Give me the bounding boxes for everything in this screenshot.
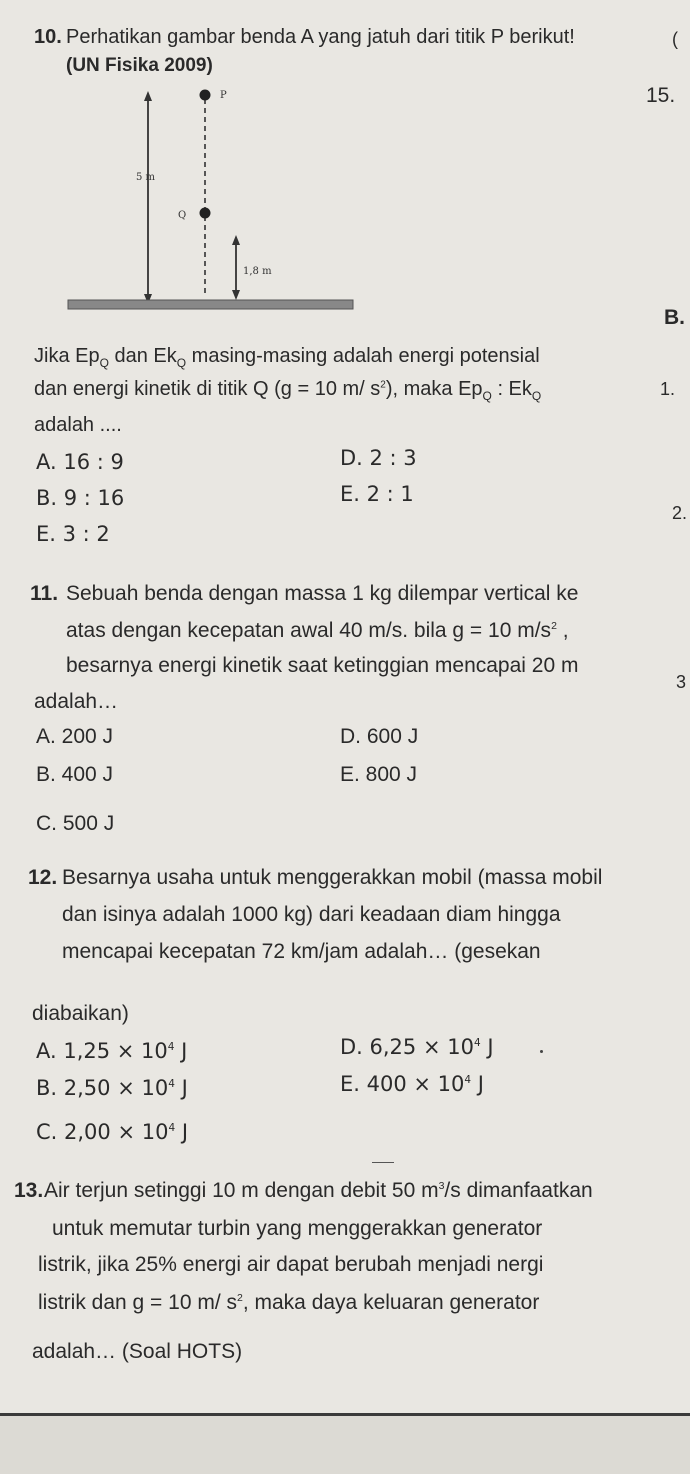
q10-option-e2: E. 3 : 2 bbox=[36, 522, 110, 546]
page-bottom-shadow bbox=[0, 1416, 690, 1474]
point-p-dot bbox=[200, 90, 211, 101]
q13-line-1: Air terjun setinggi 10 m dengan debit 50 $m^3/s$ dimanfaatkan bbox=[44, 1179, 593, 1202]
q11-option-d: D. 600 J bbox=[340, 725, 419, 748]
label-5m: 5 m bbox=[136, 172, 156, 183]
falling-object-figure bbox=[60, 85, 360, 315]
q12-line-2: dan isinya adalah 1000 kg) dari keadaan diam hingga bbox=[62, 903, 561, 926]
label-p: P bbox=[220, 90, 227, 101]
q12-number: 12. bbox=[28, 866, 58, 889]
q12-option-d: D. $6,25 \times 10^4$ J bbox=[340, 1035, 494, 1059]
margin-3: 3 bbox=[676, 672, 687, 692]
pen-mark bbox=[540, 1050, 543, 1053]
q10-option-e: E. 2 : 1 bbox=[340, 482, 414, 506]
q10-option-b: B. 9 : 16 bbox=[36, 486, 125, 510]
q10-option-d: D. 2 : 3 bbox=[340, 446, 417, 470]
point-q-dot bbox=[200, 208, 211, 219]
q12-option-b: B. $2,50 \times 10^4$ J bbox=[36, 1076, 188, 1100]
margin-2: 2. bbox=[672, 503, 688, 523]
q13-line-2: untuk memutar turbin yang menggerakkan generator bbox=[52, 1217, 543, 1240]
q11-line-1: Sebuah benda dengan massa 1 kg dilempar vertical ke bbox=[66, 582, 579, 605]
q10-stem-line-3: adalah .... bbox=[34, 414, 122, 436]
q10-source: (UN Fisika 2009) bbox=[66, 55, 213, 76]
q12-line-1: Besarnya usaha untuk menggerakkan mobil (massa mobil bbox=[62, 866, 603, 889]
ground-slab bbox=[68, 300, 353, 309]
q11-option-e: E. 800 J bbox=[340, 763, 418, 786]
q11-line-4: adalah… bbox=[34, 690, 119, 713]
q12-line-3: mencapai kecepatan 72 km/jam adalah… (gesekan bbox=[62, 940, 541, 963]
q13-line-5: adalah… (Soal HOTS) bbox=[32, 1340, 243, 1363]
q13-line-3: listrik, jika 25% energi air dapat berubah menjadi nergi bbox=[38, 1253, 544, 1276]
q10-option-a: A. 16 : 9 bbox=[36, 450, 124, 474]
q10-stem-line-2: dan energi kinetik di titik Q (g = 10 m/ $s^2$), maka $Ep_Q$ : $Ek_Q$ bbox=[34, 378, 542, 403]
q11-line-3: besarnya energi kinetik saat ketinggian mencapai 20 m bbox=[66, 654, 579, 677]
label-1-8m: 1,8 m bbox=[243, 266, 272, 277]
pen-stroke bbox=[372, 1162, 394, 1163]
q13-number: 13. bbox=[14, 1179, 44, 1202]
margin-b: B. bbox=[664, 306, 685, 329]
q13-line-4: listrik dan g = 10 m/ $s^2$, maka daya keluaran generator bbox=[38, 1291, 540, 1314]
q12-line-4: diabaikan) bbox=[32, 1002, 129, 1025]
q11-line-2: atas dengan kecepatan awal 40 m/s. bila g = 10 $m/s^2$ , bbox=[66, 619, 569, 642]
q11-option-b: B. 400 J bbox=[36, 763, 114, 786]
q11-option-c: C. 500 J bbox=[36, 812, 115, 835]
margin-15: 15. bbox=[646, 84, 676, 107]
q12-option-e: E. $400 \times 10^4$ J bbox=[340, 1072, 484, 1096]
q10-number: 10. bbox=[34, 26, 62, 48]
q12-option-a: A. $1,25 \times 10^4$ J bbox=[36, 1039, 188, 1063]
q11-number: 11. bbox=[30, 582, 59, 605]
q10-question-text: Perhatikan gambar benda A yang jatuh dari titik P berikut! bbox=[66, 26, 575, 48]
margin-paren: ( bbox=[672, 29, 678, 49]
q11-option-a: A. 200 J bbox=[36, 725, 114, 748]
q10-stem-line-1: Jika $Ep_Q$ dan $Ek_Q$ masing-masing adalah energi potensial bbox=[34, 345, 540, 370]
margin-1: 1. bbox=[660, 379, 676, 399]
label-q: Q bbox=[178, 210, 187, 221]
q12-option-c: C. $2,00 \times 10^4$ J bbox=[36, 1120, 189, 1144]
